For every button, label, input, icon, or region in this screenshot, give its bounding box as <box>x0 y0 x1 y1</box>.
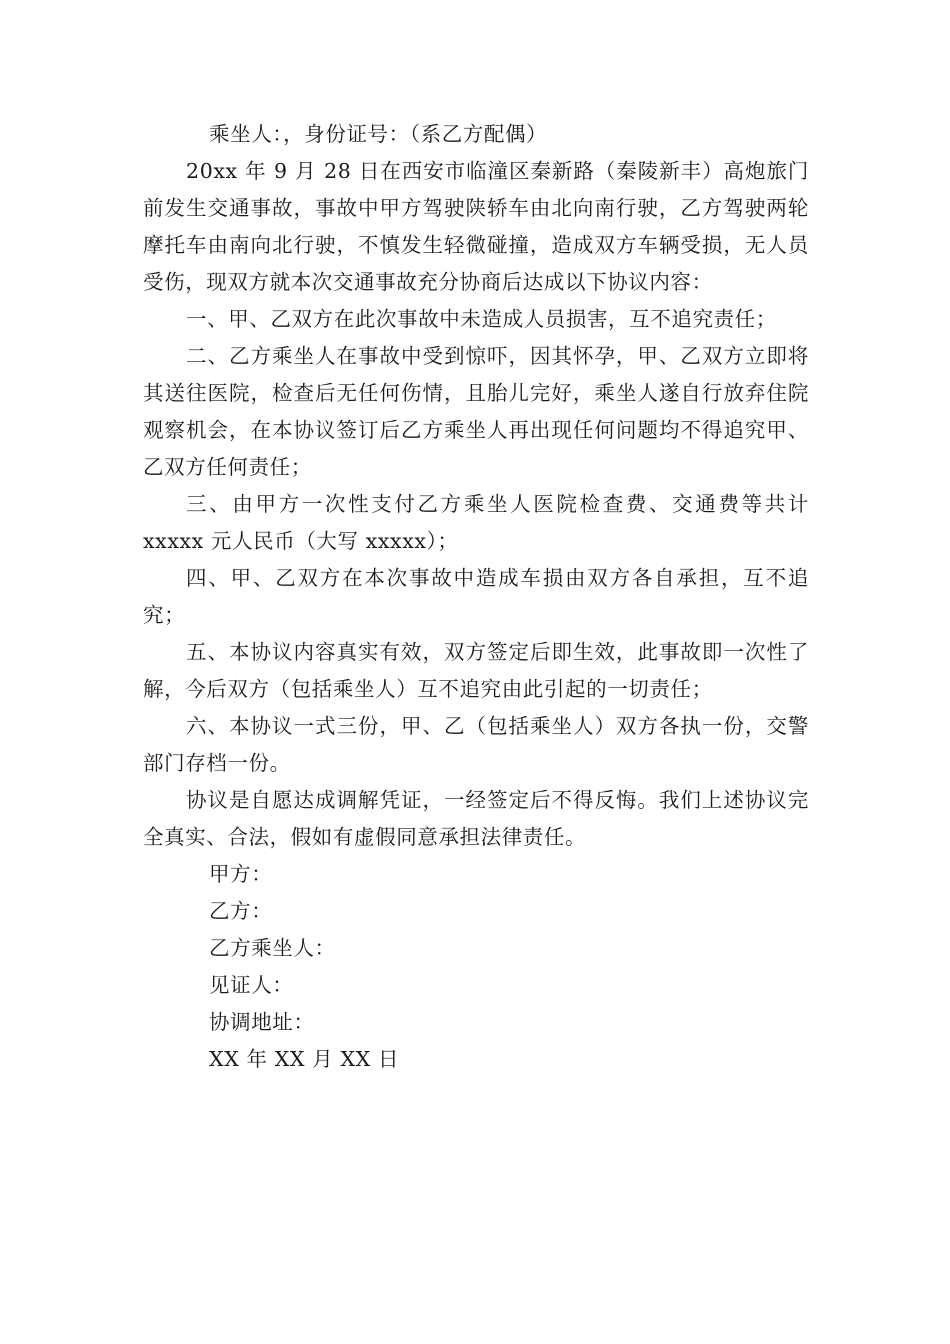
clause-5: 五、本协议内容真实有效，双方签定后即生效，此事故即一次性了解，今后双方（包括乘坐人）互不追究由此引起的一切责任； <box>143 640 809 701</box>
clause-2: 二、乙方乘坐人在事故中受到惊吓，因其怀孕，甲、乙双方立即将其送往医院，检查后无任何伤情，且胎儿完好，乘坐人遂自行放弃住院观察机会，在本协议签订后乙方乘坐人再出现任何问题均不得追究甲、乙双方任何责任； <box>143 344 809 479</box>
signing-date: XX 年 XX 月 XX 日 <box>209 1047 400 1071</box>
voluntary-statement: 协议是自愿达成调解凭证，一经签定后不得反悔。我们上述协议完全真实、合法，假如有虚假同意承担法律责任。 <box>143 788 809 849</box>
signature-party-b: 乙方： <box>209 899 273 923</box>
agreement-body <box>143 116 809 1078</box>
clause-1: 一、甲、乙双方在此次事故中未造成人员损害，互不追究责任； <box>186 307 777 331</box>
signature-witness: 见证人： <box>209 973 294 997</box>
clause-4: 四、甲、乙双方在本次事故中造成车损由双方各自承担，互不追究； <box>143 566 809 627</box>
signature-party-b-passenger: 乙方乘坐人： <box>209 936 336 960</box>
signature-party-a: 甲方： <box>209 862 273 886</box>
mediation-address: 协调地址： <box>209 1010 315 1034</box>
clause-6: 六、本协议一式三份，甲、乙（包括乘坐人）双方各执一份，交警部门存档一份。 <box>143 714 809 775</box>
clause-3: 三、由甲方一次性支付乙方乘坐人医院检查费、交通费等共计 xxxxx 元人民币（大写 xxxxx）； <box>143 492 809 553</box>
passenger-info-line: 乘坐人：，身份证号：（系乙方配偶） <box>209 122 548 146</box>
incident-description: 20xx 年 9 月 28 日在西安市临潼区秦新路（秦陵新丰）高炮旅门前发生交通事故，事故中甲方驾驶陕轿车由北向南行驶，乙方驾驶两轮摩托车由南向北行驶，不慎发生轻微碰撞，造成双方车辆受损，无人员受伤，现双方就本次交通事故充分协商后达成以下协议内容： <box>143 159 809 294</box>
